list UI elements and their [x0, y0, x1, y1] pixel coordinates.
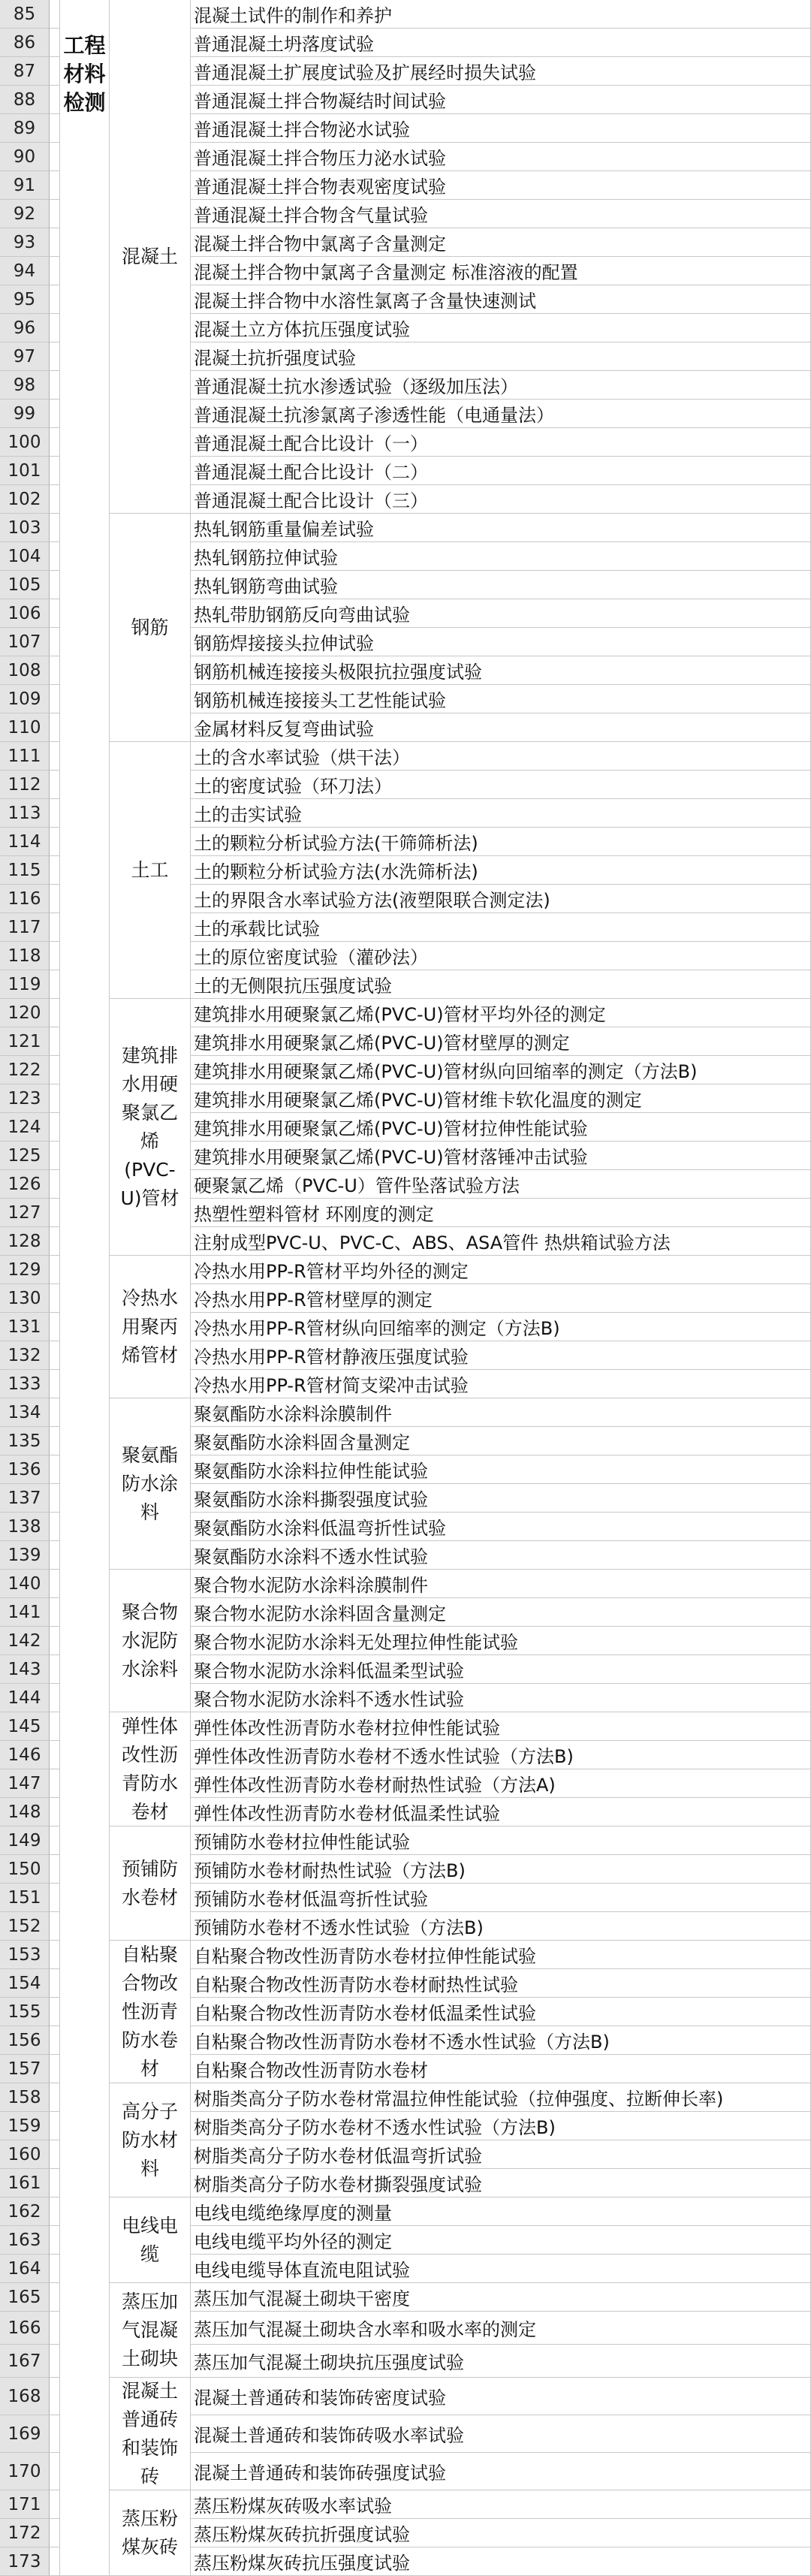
row-number[interactable]: 141	[0, 1598, 50, 1627]
row-number[interactable]: 102	[0, 485, 50, 514]
row-number[interactable]: 89	[0, 114, 50, 143]
test-item-cell[interactable]: 热轧钢筋拉伸试验	[191, 542, 811, 571]
row-spacer	[50, 1541, 60, 1570]
row-number[interactable]: 166	[0, 2312, 50, 2345]
row-spacer	[50, 1056, 60, 1084]
row-number[interactable]: 104	[0, 542, 50, 571]
row-spacer	[50, 799, 60, 828]
row-spacer	[50, 57, 60, 86]
test-item-cell[interactable]: 普通混凝土拌合物表观密度试验	[191, 171, 811, 200]
material-group-cell[interactable]: 自粘聚 合物改 性沥青 防水卷 材	[110, 1941, 191, 2083]
row-spacer	[50, 542, 60, 571]
test-item-cell[interactable]: 混凝土拌合物中氯离子含量测定	[191, 228, 811, 257]
test-item-cell[interactable]: 热轧带肋钢筋反向弯曲试验	[191, 599, 811, 628]
row-number[interactable]: 155	[0, 1998, 50, 2026]
material-group-cell[interactable]: 蒸压粉 煤灰砖	[110, 2490, 191, 2576]
row-spacer	[50, 1227, 60, 1256]
row-spacer	[50, 1427, 60, 1455]
row-number[interactable]: 149	[0, 1826, 50, 1855]
row-spacer	[50, 685, 60, 713]
test-item-cell[interactable]: 聚氨酯防水涂料涂膜制件	[191, 1398, 811, 1427]
row-number[interactable]: 127	[0, 1199, 50, 1227]
test-item-cell[interactable]: 蒸压粉煤灰砖抗折强度试验	[191, 2519, 811, 2547]
row-spacer	[50, 200, 60, 228]
test-item-cell[interactable]: 聚氨酯防水涂料固含量测定	[191, 1427, 811, 1455]
row-number[interactable]: 119	[0, 970, 50, 999]
row-spacer	[50, 1684, 60, 1712]
row-number[interactable]: 110	[0, 713, 50, 742]
row-number[interactable]: 92	[0, 200, 50, 228]
row-spacer	[50, 1341, 60, 1370]
row-number[interactable]: 135	[0, 1427, 50, 1455]
row-spacer	[50, 257, 60, 285]
row-number[interactable]: 116	[0, 885, 50, 913]
test-item-cell[interactable]: 蒸压加气混凝土砌块抗压强度试验	[191, 2345, 811, 2378]
row-spacer	[50, 742, 60, 771]
material-group-cell[interactable]: 土工	[110, 742, 191, 999]
row-number[interactable]: 152	[0, 1912, 50, 1941]
material-group-cell[interactable]: 混凝土 普通砖 和装饰 砖	[110, 2378, 191, 2490]
row-number[interactable]: 114	[0, 828, 50, 856]
material-group-cell[interactable]: 建筑排 水用硬 聚氯乙 烯 (PVC- U)管材	[110, 999, 191, 1256]
test-item-cell[interactable]: 蒸压粉煤灰砖抗压强度试验	[191, 2547, 811, 2576]
row-number[interactable]: 106	[0, 599, 50, 628]
row-spacer	[50, 2169, 60, 2197]
row-number[interactable]: 86	[0, 29, 50, 57]
row-spacer	[50, 2083, 60, 2112]
row-number[interactable]: 112	[0, 771, 50, 799]
row-number[interactable]: 171	[0, 2490, 50, 2519]
row-spacer	[50, 1398, 60, 1427]
test-item-cell[interactable]: 混凝土立方体抗压强度试验	[191, 314, 811, 342]
row-number[interactable]: 120	[0, 999, 50, 1027]
row-spacer	[50, 1313, 60, 1341]
test-item-cell[interactable]: 普通混凝土拌合物压力泌水试验	[191, 143, 811, 171]
test-item-cell[interactable]: 树脂类高分子防水卷材常温拉伸性能试验（拉伸强度、拉断伸长率)	[191, 2083, 811, 2112]
test-item-cell[interactable]: 聚合物水泥防水涂料低温柔型试验	[191, 1655, 811, 1684]
row-spacer	[50, 342, 60, 371]
row-number[interactable]: 108	[0, 656, 50, 685]
test-item-cell[interactable]: 聚合物水泥防水涂料涂膜制件	[191, 1570, 811, 1598]
row-number[interactable]: 162	[0, 2197, 50, 2226]
material-group-cell[interactable]: 高分子 防水材 料	[110, 2083, 191, 2197]
row-number[interactable]: 169	[0, 2415, 50, 2453]
row-number[interactable]: 150	[0, 1855, 50, 1884]
row-spacer	[50, 1712, 60, 1741]
row-spacer	[50, 1969, 60, 1998]
row-spacer	[50, 2112, 60, 2140]
test-item-cell[interactable]: 聚合物水泥防水涂料无处理拉伸性能试验	[191, 1627, 811, 1655]
test-item-cell[interactable]: 聚合物水泥防水涂料不透水性试验	[191, 1684, 811, 1712]
material-group-cell[interactable]: 弹性体 改性沥 青防水 卷材	[110, 1712, 191, 1826]
test-item-cell[interactable]: 土的界限含水率试验方法(液塑限联合测定法)	[191, 885, 811, 913]
test-item-cell[interactable]: 土的颗粒分析试验方法(干筛筛析法)	[191, 828, 811, 856]
row-number[interactable]: 88	[0, 86, 50, 114]
row-number[interactable]: 173	[0, 2547, 50, 2576]
test-item-cell[interactable]: 混凝土拌合物中氯离子含量测定 标准溶液的配置	[191, 257, 811, 285]
row-number[interactable]: 130	[0, 1284, 50, 1313]
test-item-cell[interactable]: 预铺防水卷材不透水性试验（方法B)	[191, 1912, 811, 1941]
row-number[interactable]: 145	[0, 1712, 50, 1741]
test-item-cell[interactable]: 建筑排水用硬聚氯乙烯(PVC-U)管材壁厚的测定	[191, 1027, 811, 1056]
material-group-cell[interactable]: 聚合物 水泥防 水涂料	[110, 1570, 191, 1712]
test-item-cell[interactable]: 普通混凝土抗水渗透试验（逐级加压法）	[191, 371, 811, 400]
row-number[interactable]: 165	[0, 2283, 50, 2312]
test-item-cell[interactable]: 自粘聚合物改性沥青防水卷材拉伸性能试验	[191, 1941, 811, 1969]
row-spacer	[50, 2547, 60, 2576]
row-spacer	[50, 1455, 60, 1484]
row-spacer	[50, 1027, 60, 1056]
test-item-cell[interactable]: 自粘聚合物改性沥青防水卷材低温柔性试验	[191, 1998, 811, 2026]
material-group-cell[interactable]: 聚氨酯 防水涂 料	[110, 1398, 191, 1570]
row-spacer	[50, 1912, 60, 1941]
row-number[interactable]: 164	[0, 2255, 50, 2283]
test-item-cell[interactable]: 建筑排水用硬聚氯乙烯(PVC-U)管材维卡软化温度的测定	[191, 1084, 811, 1113]
row-spacer	[50, 2283, 60, 2312]
test-item-cell[interactable]: 自粘聚合物改性沥青防水卷材	[191, 2055, 811, 2083]
test-item-cell[interactable]: 建筑排水用硬聚氯乙烯(PVC-U)管材纵向回缩率的测定（方法B)	[191, 1056, 811, 1084]
row-number[interactable]: 137	[0, 1484, 50, 1513]
test-item-cell[interactable]: 冷热水用PP-R管材简支梁冲击试验	[191, 1370, 811, 1398]
test-item-cell[interactable]: 土的承载比试验	[191, 913, 811, 942]
row-spacer	[50, 1513, 60, 1541]
row-number[interactable]: 126	[0, 1170, 50, 1199]
test-item-cell[interactable]: 普通混凝土拌合物泌水试验	[191, 114, 811, 143]
row-spacer	[50, 571, 60, 599]
test-item-cell[interactable]: 预铺防水卷材拉伸性能试验	[191, 1826, 811, 1855]
test-item-cell[interactable]: 建筑排水用硬聚氯乙烯(PVC-U)管材平均外径的测定	[191, 999, 811, 1027]
row-spacer	[50, 828, 60, 856]
row-number[interactable]: 168	[0, 2378, 50, 2415]
row-number[interactable]: 154	[0, 1969, 50, 1998]
test-item-cell[interactable]: 弹性体改性沥青防水卷材拉伸性能试验	[191, 1712, 811, 1741]
test-item-cell[interactable]: 混凝土试件的制作和养护	[191, 0, 811, 29]
row-number[interactable]: 158	[0, 2083, 50, 2112]
row-spacer	[50, 1113, 60, 1142]
test-item-cell[interactable]: 土的原位密度试验（灌砂法）	[191, 942, 811, 970]
test-item-cell[interactable]: 建筑排水用硬聚氯乙烯(PVC-U)管材拉伸性能试验	[191, 1113, 811, 1142]
row-spacer	[50, 1855, 60, 1884]
row-spacer	[50, 1998, 60, 2026]
row-number[interactable]: 140	[0, 1570, 50, 1598]
test-item-cell[interactable]: 预铺防水卷材低温弯折性试验	[191, 1884, 811, 1912]
test-item-cell[interactable]: 混凝土普通砖和装饰砖密度试验	[191, 2378, 811, 2415]
test-item-cell[interactable]: 混凝土普通砖和装饰砖强度试验	[191, 2453, 811, 2490]
row-spacer	[50, 2378, 60, 2415]
row-number[interactable]: 118	[0, 942, 50, 970]
row-number[interactable]: 138	[0, 1513, 50, 1541]
test-item-cell[interactable]: 蒸压加气混凝土砌块干密度	[191, 2283, 811, 2312]
test-item-cell[interactable]: 聚氨酯防水涂料低温弯折性试验	[191, 1513, 811, 1541]
row-number[interactable]: 122	[0, 1056, 50, 1084]
row-spacer	[50, 114, 60, 143]
row-number[interactable]: 170	[0, 2453, 50, 2490]
row-spacer	[50, 856, 60, 885]
row-number[interactable]: 93	[0, 228, 50, 257]
test-item-cell[interactable]: 电线电缆平均外径的测定	[191, 2226, 811, 2255]
test-item-cell[interactable]: 聚氨酯防水涂料不透水性试验	[191, 1541, 811, 1570]
test-item-cell[interactable]: 硬聚氯乙烯（PVC-U）管件坠落试验方法	[191, 1170, 811, 1199]
row-spacer	[50, 1284, 60, 1313]
row-spacer	[50, 2312, 60, 2345]
row-number[interactable]: 96	[0, 314, 50, 342]
test-item-cell[interactable]: 冷热水用PP-R管材静液压强度试验	[191, 1341, 811, 1370]
row-spacer	[50, 285, 60, 314]
row-number[interactable]: 94	[0, 257, 50, 285]
row-number[interactable]: 134	[0, 1398, 50, 1427]
test-item-cell[interactable]: 普通混凝土坍落度试验	[191, 29, 811, 57]
row-number[interactable]: 95	[0, 285, 50, 314]
test-item-cell[interactable]: 混凝土拌合物中水溶性氯离子含量快速测试	[191, 285, 811, 314]
row-number[interactable]: 156	[0, 2026, 50, 2055]
row-spacer	[50, 1798, 60, 1826]
test-item-cell[interactable]: 注射成型PVC-U、PVC-C、ABS、ASA管件 热烘箱试验方法	[191, 1227, 811, 1256]
row-spacer	[50, 171, 60, 200]
test-item-cell[interactable]: 普通混凝土拌合物凝结时间试验	[191, 86, 811, 114]
row-spacer	[50, 2453, 60, 2490]
test-item-cell[interactable]: 钢筋焊接接头拉伸试验	[191, 628, 811, 656]
row-spacer	[50, 2490, 60, 2519]
row-number[interactable]: 113	[0, 799, 50, 828]
test-item-cell[interactable]: 热轧钢筋弯曲试验	[191, 571, 811, 599]
test-item-cell[interactable]: 预铺防水卷材耐热性试验（方法B)	[191, 1855, 811, 1884]
test-item-cell[interactable]: 蒸压粉煤灰砖吸水率试验	[191, 2490, 811, 2519]
row-number[interactable]: 117	[0, 913, 50, 942]
test-item-cell[interactable]: 土的击实试验	[191, 799, 811, 828]
row-number[interactable]: 121	[0, 1027, 50, 1056]
row-number[interactable]: 136	[0, 1455, 50, 1484]
row-number[interactable]: 167	[0, 2345, 50, 2378]
test-item-cell[interactable]: 混凝土抗折强度试验	[191, 342, 811, 371]
row-number[interactable]: 132	[0, 1341, 50, 1370]
material-group-cell[interactable]: 电线电 缆	[110, 2197, 191, 2283]
row-spacer	[50, 2415, 60, 2453]
row-spacer	[50, 314, 60, 342]
material-group-cell[interactable]: 蒸压加 气混凝 土砌块	[110, 2283, 191, 2378]
row-number[interactable]: 98	[0, 371, 50, 400]
test-item-cell[interactable]: 混凝土普通砖和装饰砖吸水率试验	[191, 2415, 811, 2453]
test-item-cell[interactable]: 热轧钢筋重量偏差试验	[191, 514, 811, 542]
row-spacer	[50, 1142, 60, 1170]
test-item-cell[interactable]: 自粘聚合物改性沥青防水卷材不透水性试验（方法B)	[191, 2026, 811, 2055]
row-number[interactable]: 100	[0, 428, 50, 457]
row-spacer	[50, 0, 60, 29]
row-spacer	[50, 1170, 60, 1199]
row-spacer	[50, 1570, 60, 1598]
row-number[interactable]: 91	[0, 171, 50, 200]
row-number[interactable]: 115	[0, 856, 50, 885]
row-spacer	[50, 713, 60, 742]
row-spacer	[50, 2140, 60, 2169]
test-item-cell[interactable]: 钢筋机械连接接头工艺性能试验	[191, 685, 811, 713]
row-spacer	[50, 2345, 60, 2378]
row-number[interactable]: 85	[0, 0, 50, 29]
row-spacer	[50, 1484, 60, 1513]
test-item-cell[interactable]: 土的无侧限抗压强度试验	[191, 970, 811, 999]
row-spacer	[50, 1084, 60, 1113]
test-item-cell[interactable]: 土的密度试验（环刀法）	[191, 771, 811, 799]
row-spacer	[50, 599, 60, 628]
row-number[interactable]: 107	[0, 628, 50, 656]
row-number[interactable]: 125	[0, 1142, 50, 1170]
row-spacer	[50, 1370, 60, 1398]
row-number[interactable]: 101	[0, 457, 50, 485]
test-item-cell[interactable]: 树脂类高分子防水卷材撕裂强度试验	[191, 2169, 811, 2197]
row-spacer	[50, 1627, 60, 1655]
material-group-cell[interactable]: 混凝土	[110, 0, 191, 514]
row-spacer	[50, 2519, 60, 2547]
row-spacer	[50, 2197, 60, 2226]
test-item-cell[interactable]: 树脂类高分子防水卷材不透水性试验（方法B)	[191, 2112, 811, 2140]
test-item-cell[interactable]: 聚合物水泥防水涂料固含量测定	[191, 1598, 811, 1627]
row-spacer	[50, 885, 60, 913]
row-number[interactable]: 131	[0, 1313, 50, 1341]
row-number[interactable]: 129	[0, 1256, 50, 1284]
material-group-cell[interactable]: 冷热水 用聚丙 烯管材	[110, 1256, 191, 1398]
row-number[interactable]: 159	[0, 2112, 50, 2140]
test-item-cell[interactable]: 普通混凝土配合比设计（一）	[191, 428, 811, 457]
material-group-cell[interactable]: 预铺防 水卷材	[110, 1826, 191, 1941]
row-spacer	[50, 228, 60, 257]
test-item-cell[interactable]: 弹性体改性沥青防水卷材耐热性试验（方法A)	[191, 1769, 811, 1798]
row-spacer	[50, 970, 60, 999]
test-item-cell[interactable]: 土的颗粒分析试验方法(水洗筛析法)	[191, 856, 811, 885]
row-spacer	[50, 29, 60, 57]
test-item-cell[interactable]: 金属材料反复弯曲试验	[191, 713, 811, 742]
row-spacer	[50, 1884, 60, 1912]
row-spacer	[50, 771, 60, 799]
row-spacer	[50, 86, 60, 114]
row-spacer	[50, 514, 60, 542]
test-item-cell[interactable]: 建筑排水用硬聚氯乙烯(PVC-U)管材落锤冲击试验	[191, 1142, 811, 1170]
row-spacer	[50, 1655, 60, 1684]
row-spacer	[50, 913, 60, 942]
row-number[interactable]: 142	[0, 1627, 50, 1655]
test-item-cell[interactable]: 普通混凝土拌合物含气量试验	[191, 200, 811, 228]
row-number[interactable]: 128	[0, 1227, 50, 1256]
row-number[interactable]: 161	[0, 2169, 50, 2197]
row-number[interactable]: 148	[0, 1798, 50, 1826]
row-spacer	[50, 1941, 60, 1969]
category-cell[interactable]: 工程 材料 检测	[60, 0, 110, 2576]
row-number[interactable]: 124	[0, 1113, 50, 1142]
material-group-cell[interactable]: 钢筋	[110, 514, 191, 742]
row-number[interactable]: 133	[0, 1370, 50, 1398]
row-spacer	[50, 1598, 60, 1627]
test-item-cell[interactable]: 冷热水用PP-R管材平均外径的测定	[191, 1256, 811, 1284]
row-spacer	[50, 428, 60, 457]
row-spacer	[50, 656, 60, 685]
row-spacer	[50, 2026, 60, 2055]
row-spacer	[50, 1256, 60, 1284]
row-number[interactable]: 109	[0, 685, 50, 713]
row-spacer	[50, 2255, 60, 2283]
row-number[interactable]: 151	[0, 1884, 50, 1912]
test-item-cell[interactable]: 普通混凝土配合比设计（二）	[191, 457, 811, 485]
row-spacer	[50, 2055, 60, 2083]
row-spacer	[50, 2226, 60, 2255]
test-item-cell[interactable]: 钢筋机械连接接头极限抗拉强度试验	[191, 656, 811, 685]
test-item-cell[interactable]: 电线电缆绝缘厚度的测量	[191, 2197, 811, 2226]
row-number[interactable]: 157	[0, 2055, 50, 2083]
row-number[interactable]: 90	[0, 143, 50, 171]
row-number[interactable]: 139	[0, 1541, 50, 1570]
test-item-cell[interactable]: 土的含水率试验（烘干法）	[191, 742, 811, 771]
test-item-cell[interactable]: 普通混凝土配合比设计（三）	[191, 485, 811, 514]
row-number[interactable]: 153	[0, 1941, 50, 1969]
test-item-cell[interactable]: 弹性体改性沥青防水卷材不透水性试验（方法B)	[191, 1741, 811, 1769]
test-item-cell[interactable]: 普通混凝土抗渗氯离子渗透性能（电通量法）	[191, 400, 811, 428]
test-item-cell[interactable]: 电线电缆导体直流电阻试验	[191, 2255, 811, 2283]
row-spacer	[50, 1826, 60, 1855]
test-item-cell[interactable]: 蒸压加气混凝土砌块含水率和吸水率的测定	[191, 2312, 811, 2345]
row-number[interactable]: 160	[0, 2140, 50, 2169]
row-spacer	[50, 371, 60, 400]
row-number[interactable]: 147	[0, 1769, 50, 1798]
row-spacer	[50, 999, 60, 1027]
row-number[interactable]: 144	[0, 1684, 50, 1712]
row-number[interactable]: 103	[0, 514, 50, 542]
row-number[interactable]: 143	[0, 1655, 50, 1684]
test-item-cell[interactable]: 树脂类高分子防水卷材低温弯折试验	[191, 2140, 811, 2169]
row-number[interactable]: 97	[0, 342, 50, 371]
row-number[interactable]: 99	[0, 400, 50, 428]
row-number[interactable]: 87	[0, 57, 50, 86]
row-number[interactable]: 105	[0, 571, 50, 599]
test-item-cell[interactable]: 聚氨酯防水涂料拉伸性能试验	[191, 1455, 811, 1484]
test-item-cell[interactable]: 普通混凝土扩展度试验及扩展经时损失试验	[191, 57, 811, 86]
row-spacer	[50, 942, 60, 970]
row-spacer	[50, 1769, 60, 1798]
test-item-cell[interactable]: 热塑性塑料管材 环刚度的测定	[191, 1199, 811, 1227]
row-number[interactable]: 163	[0, 2226, 50, 2255]
row-spacer	[50, 143, 60, 171]
test-item-cell[interactable]: 冷热水用PP-R管材纵向回缩率的测定（方法B)	[191, 1313, 811, 1341]
row-spacer	[50, 1741, 60, 1769]
row-spacer	[50, 485, 60, 514]
row-spacer	[50, 628, 60, 656]
test-item-cell[interactable]: 自粘聚合物改性沥青防水卷材耐热性试验	[191, 1969, 811, 1998]
test-item-cell[interactable]: 聚氨酯防水涂料撕裂强度试验	[191, 1484, 811, 1513]
row-spacer	[50, 457, 60, 485]
test-item-cell[interactable]: 弹性体改性沥青防水卷材低温柔性试验	[191, 1798, 811, 1826]
test-item-cell[interactable]: 冷热水用PP-R管材壁厚的测定	[191, 1284, 811, 1313]
row-number[interactable]: 172	[0, 2519, 50, 2547]
row-number[interactable]: 146	[0, 1741, 50, 1769]
row-spacer	[50, 400, 60, 428]
row-number[interactable]: 111	[0, 742, 50, 771]
row-spacer	[50, 1199, 60, 1227]
row-number[interactable]: 123	[0, 1084, 50, 1113]
